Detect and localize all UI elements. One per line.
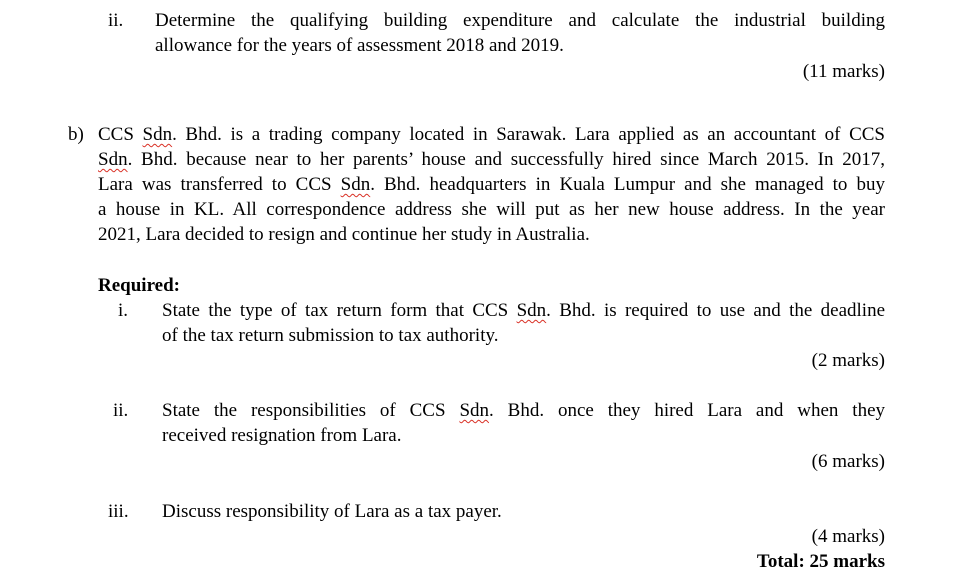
question-b-i-line-1: State the type of tax return form that CCS Sdn. Bhd. is required to use and the deadline — [162, 300, 885, 321]
question-b-i-marks: (2 marks) — [811, 350, 885, 371]
question-a-ii-line-1: Determine the qualifying building expenditure and calculate the industrial building — [155, 10, 885, 31]
spellcheck-underline: Sdn — [98, 149, 128, 170]
question-b-ii-line-1: State the responsibilities of CCS Sdn. Bhd. once they hired Lara and when they — [162, 400, 886, 421]
scenario-line-4: a house in KL. All correspondence address she will put as her new house address. In the year — [98, 199, 885, 220]
question-b-ii-numeral: ii. — [113, 400, 129, 421]
question-b-iii-line-1: Discuss responsibility of Lara as a tax payer. — [162, 501, 502, 522]
question-b-ii-line-2: received resignation from Lara. — [162, 425, 402, 446]
question-a-ii-numeral: ii. — [108, 10, 124, 31]
spellcheck-underline: Sdn — [340, 174, 371, 195]
question-b-i-line-2: of the tax return submission to tax authority. — [162, 325, 499, 346]
question-b-ii-marks: (6 marks) — [811, 451, 885, 472]
scenario-line-5: 2021, Lara decided to resign and continue her study in Australia. — [98, 224, 590, 245]
spellcheck-underline: Sdn — [516, 300, 547, 321]
question-b-i-numeral: i. — [118, 300, 129, 321]
question-a-ii-marks: (11 marks) — [802, 61, 885, 82]
question-b-iii-marks: (4 marks) — [811, 526, 885, 547]
question-b-iii-numeral: iii. — [108, 501, 129, 522]
spellcheck-underline: Sdn — [459, 400, 490, 421]
spellcheck-underline: Sdn — [142, 124, 173, 145]
scenario-line-3: Lara was transferred to CCS Sdn. Bhd. headquarters in Kuala Lumpur and she managed to buy — [98, 174, 885, 195]
total-marks: Total: 25 marks — [756, 551, 885, 572]
question-a-ii-line-2: allowance for the years of assessment 2018 and 2019. — [155, 35, 564, 56]
part-b-label: b) — [68, 124, 84, 145]
scenario-line-1: CCS Sdn. Bhd. is a trading company located in Sarawak. Lara applied as an accountant of CCS — [98, 124, 885, 145]
scenario-line-2: Sdn. Bhd. because near to her parents’ house and successfully hired since March 2015. In 2017, — [98, 149, 885, 170]
required-heading: Required: — [98, 275, 180, 296]
